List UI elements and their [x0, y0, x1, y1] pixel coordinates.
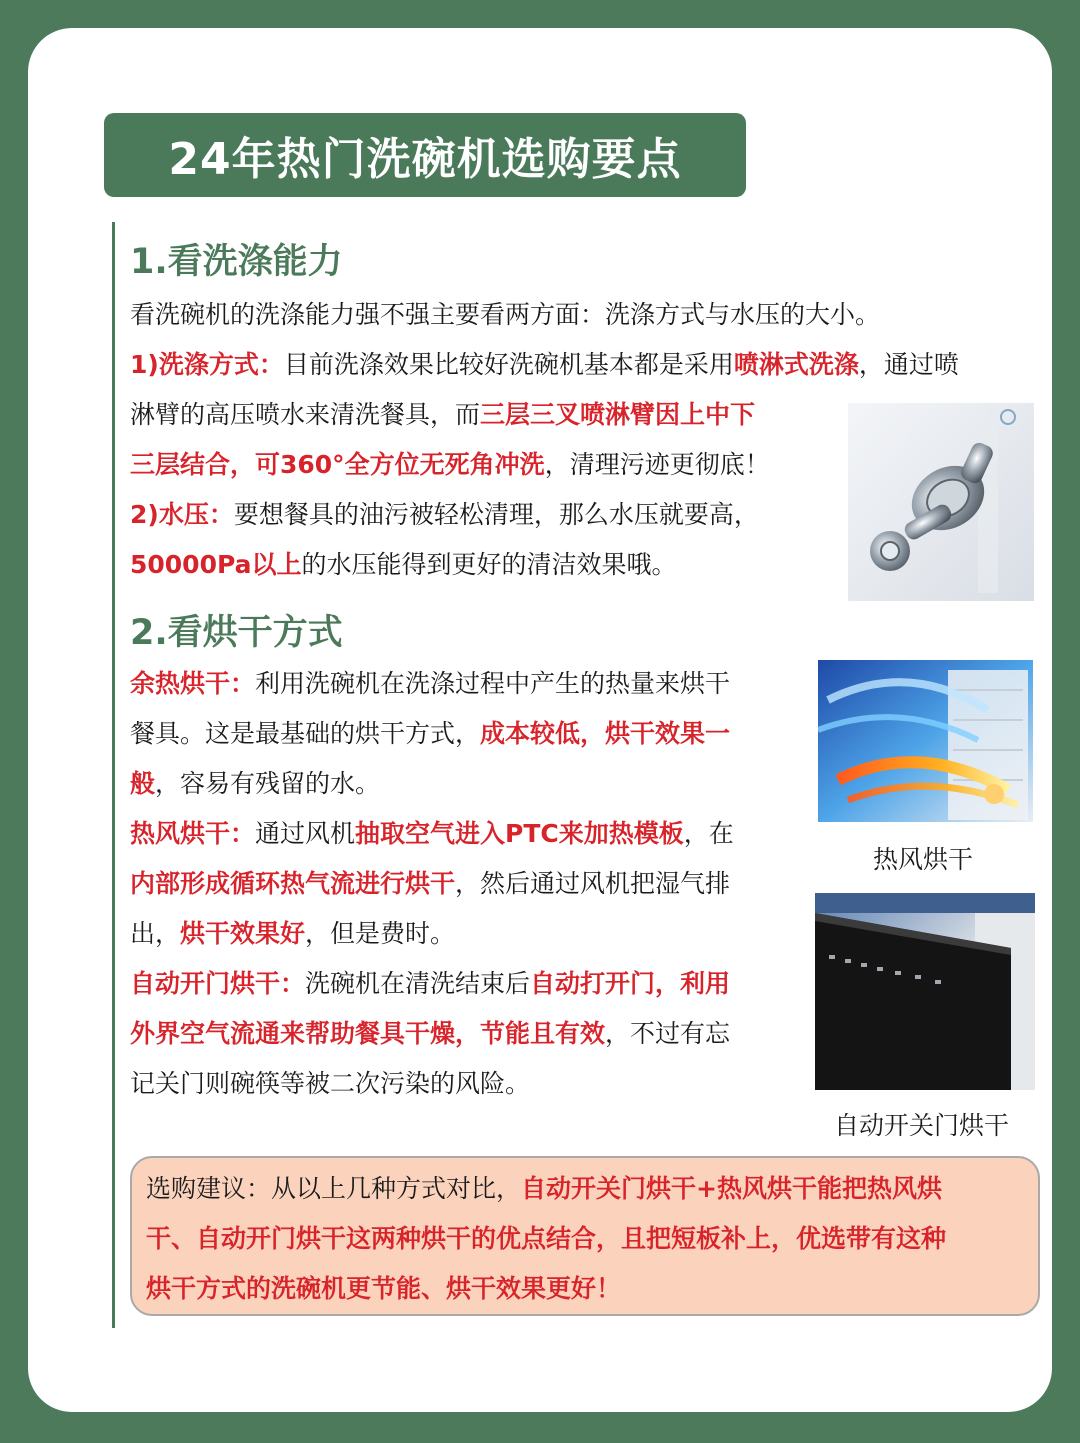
- body-text: 淋臂的高压喷水来清洗餐具，而: [130, 400, 481, 429]
- body-text: 的水压能得到更好的清洁效果哦。: [301, 550, 677, 579]
- body-text: ，在: [683, 819, 734, 848]
- section2-line-9: [130, 1067, 530, 1101]
- highlight-text: 烘干方式的洗碗机更节能、烘干效果更好！: [146, 1274, 622, 1303]
- highlight-text: 抽取空气进入PTC来加热模板: [355, 819, 684, 848]
- body-text: ，但是费时。: [305, 919, 456, 948]
- section2-line-8: [130, 1017, 730, 1051]
- section1-heading: 1.看洗涤能力: [130, 242, 343, 282]
- body-text: 出，: [130, 919, 181, 948]
- highlight-text: 1)洗涤方式：: [130, 350, 284, 379]
- section1-line-6: [130, 548, 677, 582]
- body-text: 选购建议：从以上几种方式对比，: [146, 1174, 522, 1203]
- highlight-text: 干、自动开门烘干这两种烘干的优点结合，且把短板补上，优选带有这种: [146, 1224, 947, 1253]
- advice-line-2: [146, 1222, 946, 1256]
- hot-air-caption: 热风烘干: [873, 845, 974, 874]
- section2-line-2: [130, 717, 730, 751]
- page-title: 24年热门洗碗机选购要点: [104, 113, 746, 197]
- body-text: 记关门则碗筷等被二次污染的风险。: [130, 1069, 531, 1098]
- section-divider-line: [112, 222, 115, 1328]
- body-text: ，容易有残留的水。: [155, 769, 381, 798]
- section2-line-5: [130, 867, 730, 901]
- section1-line-2: [130, 348, 959, 382]
- hot-air-drying-image: [818, 660, 1033, 822]
- body-text: ，不过有忘: [605, 1019, 731, 1048]
- spray-arm-image: [848, 403, 1034, 601]
- advice-line-3: [146, 1272, 621, 1306]
- section2-line-7: [130, 967, 730, 1001]
- highlight-text: 50000Pa以上: [130, 550, 302, 579]
- section1-line-4: [130, 448, 770, 482]
- auto-door-dishwasher-image: [815, 893, 1035, 1090]
- body-text: 要想餐具的油污被轻松清理，那么水压就要高，: [233, 500, 759, 529]
- section1-line-5: [130, 498, 759, 532]
- body-text: 利用洗碗机在洗涤过程中产生的热量来烘干: [255, 669, 731, 698]
- highlight-text: 2)水压：: [130, 500, 234, 529]
- section1-line-3: [130, 398, 755, 432]
- section2-line-3: [130, 767, 380, 801]
- body-text: 通过风机: [255, 819, 356, 848]
- body-text: 洗碗机在清洗结束后: [305, 969, 531, 998]
- highlight-text: 三层三叉喷淋臂因上中下: [480, 400, 756, 429]
- auto-door-caption: 自动开关门烘干: [834, 1111, 1010, 1140]
- section2-line-6: [130, 917, 455, 951]
- body-text: ，清理污迹更彻底！: [544, 450, 770, 479]
- section2-line-1: [130, 667, 730, 701]
- highlight-text: 热风烘干：: [130, 819, 256, 848]
- highlight-text: 内部形成循环热气流进行烘干: [130, 869, 456, 898]
- body-text: ，通过喷: [858, 350, 959, 379]
- body-text: 看洗碗机的洗涤能力强不强主要看两方面：洗涤方式与水压的大小。: [130, 300, 881, 329]
- section2-heading: 2.看烘干方式: [130, 613, 343, 653]
- highlight-text: 自动开关门烘干+热风烘干能把热风烘: [521, 1174, 942, 1203]
- section2-line-4: [130, 817, 734, 851]
- purchase-advice-box: [130, 1156, 1040, 1316]
- body-text: ，然后通过风机把湿气排: [455, 869, 731, 898]
- section1-line-1: [130, 298, 880, 332]
- highlight-text: 烘干效果好: [180, 919, 306, 948]
- highlight-text: 成本较低，烘干效果一: [480, 719, 731, 748]
- highlight-text: 自动开门烘干：: [130, 969, 306, 998]
- advice-line-1: [146, 1172, 942, 1206]
- body-text: 餐具。这是最基础的烘干方式，: [130, 719, 481, 748]
- highlight-text: 余热烘干：: [130, 669, 256, 698]
- body-text: 目前洗涤效果比较好洗碗机基本都是采用: [283, 350, 734, 379]
- highlight-text: 喷淋式洗涤: [733, 350, 859, 379]
- highlight-text: 自动打开门，利用: [530, 969, 731, 998]
- highlight-text: 外界空气流通来帮助餐具干燥，节能且有效: [130, 1019, 606, 1048]
- highlight-text: 般: [130, 769, 156, 798]
- highlight-text: 三层结合，可360°全方位无死角冲洗: [130, 450, 545, 479]
